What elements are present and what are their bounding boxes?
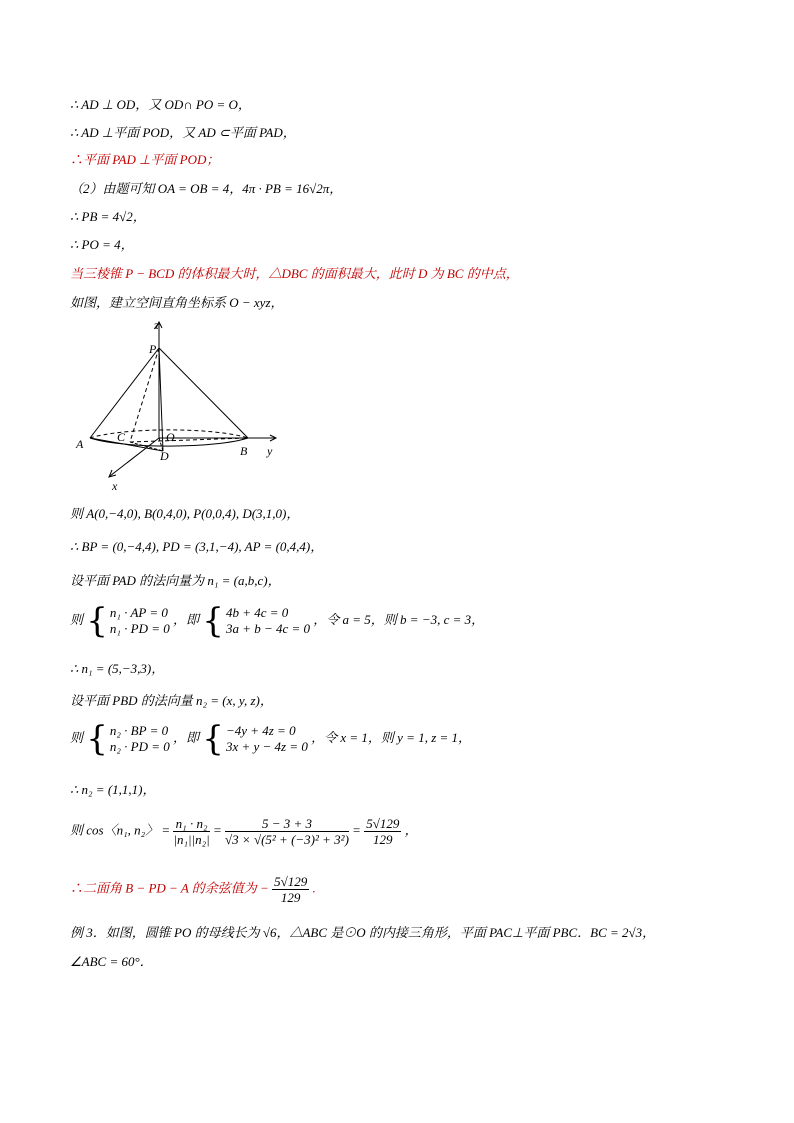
edge-PD <box>159 348 163 451</box>
label-y: y <box>267 444 273 458</box>
line-10: ∴ BP = (0,−4,4), PD = (3,1,−4), AP = (0,4,4)， <box>70 539 324 554</box>
system-1: { n₁ · AP = 0 n₁ · PD = 0 <box>86 601 170 641</box>
line-11: 设平面 PAD 的法向量为 n₁ = (a,b,c)， <box>70 573 281 588</box>
line-6: ∴ PO = 4， <box>70 237 134 252</box>
seg-AD <box>90 438 163 451</box>
line-13: ∴ n₁ = (5,−3,3)， <box>70 661 165 676</box>
line-18 <box>70 874 316 905</box>
sys2-eq-b: 3a + b − 4c = 0 <box>225 621 311 636</box>
label-C: C <box>117 430 126 444</box>
line-17 <box>70 816 418 847</box>
frac-answer: $\frac{5√129}{129}$ <box>274 874 308 905</box>
label-P: P <box>149 342 157 356</box>
system-3: { n₂ · BP = 0 n₂ · PD = 0 <box>86 719 170 759</box>
sys2-eq-a: 4b + 4c = 0 <box>225 605 289 620</box>
sys1-eq-b: n₁ · PD = 0 <box>109 621 170 636</box>
sys3-eq-b: n₂ · PD = 0 <box>109 739 170 754</box>
line-15 <box>70 719 472 759</box>
frac-3: $\frac{5√129}{129}$ <box>366 816 400 847</box>
edge-PB <box>159 348 248 438</box>
label-A: A <box>76 437 84 451</box>
line-15-mid: ，即 <box>173 729 200 745</box>
line-9: 则 A(0,−4,0), B(0,4,0), P(0,0,4), D(3,1,0)， <box>70 506 300 521</box>
line-16: ∴ n₂ = (1,1,1)， <box>70 782 156 797</box>
seg-CB <box>130 438 248 442</box>
label-O: O <box>166 430 175 444</box>
line-4: （2）由题可知 OA = OB = 4，4π · PB = 16√2π， <box>70 181 343 196</box>
line-20: ∠ABC = 60°． <box>70 954 153 969</box>
label-x: x <box>112 479 118 493</box>
line-8: 如图，建立空间直角坐标系 O − xyz， <box>70 295 284 310</box>
line-5: ∴ PB = 4√2， <box>70 209 146 224</box>
line-18-pre: ∴二面角 B − PD − A 的余弦值为 − <box>70 880 269 896</box>
line-12 <box>70 601 485 641</box>
line-15-post: ，令 x = 1，则 y = 1, z = 1， <box>311 729 472 745</box>
edge-PC <box>130 348 159 442</box>
system-4: { −4y + 4z = 0 3x + y − 4z = 0 <box>202 719 308 759</box>
line-15-pre: 则 <box>70 729 84 745</box>
label-D: D <box>160 449 169 463</box>
line-18-post: . <box>312 880 316 896</box>
sys4-eq-b: 3x + y − 4z = 0 <box>225 739 308 754</box>
frac-1: $\frac{\text{n₁ · n₂}}{\text{|n₁||n₂|}}$ <box>173 816 210 847</box>
label-B: B <box>240 444 248 458</box>
line-1: ∴ AD ⊥ OD，又 OD∩ PO = O， <box>70 97 251 112</box>
line-14: 设平面 PBD 的法向量 n₂ = (x, y, z)， <box>70 693 273 708</box>
line-12-pre: 则 <box>70 611 84 627</box>
cone-figure <box>70 318 290 498</box>
line-3: ∴平面 PAD ⊥平面 POD； <box>70 152 220 167</box>
equals-1: = <box>213 822 222 838</box>
equals-2: = <box>352 822 361 838</box>
system-2: { 4b + 4c = 0 3a + b − 4c = 0 <box>202 601 311 641</box>
sys1-eq-a: n₁ · AP = 0 <box>109 605 168 620</box>
line-12-mid: ，即 <box>173 611 200 627</box>
edge-PA <box>90 348 159 438</box>
line-2: ∴ AD ⊥平面 POD，又 AD ⊂平面 PAD， <box>70 125 296 140</box>
line-12-post: ，令 a = 5，则 b = −3, c = 3， <box>313 611 485 627</box>
line-17-post: ， <box>404 822 418 838</box>
line-19: 例 3．如图，圆锥 PO 的母线长为 √6，△ABC 是⊙O 的内接三角形，平面 PAC⊥平面 PBC．BC = 2√3， <box>70 925 656 940</box>
label-z: z <box>154 318 159 332</box>
line-17-pre: 则 cos〈n₁, n₂〉 = <box>70 822 171 838</box>
line-7: 当三棱锥 P − BCD 的体积最大时，△DBC 的面积最大，此时 D 为 BC 的中点， <box>70 266 519 281</box>
sys4-eq-a: −4y + 4z = 0 <box>225 723 296 738</box>
sys3-eq-a: n₂ · BP = 0 <box>109 723 169 738</box>
frac-2: $\frac{5 - 3 + 3}{\text{√3 × √(5² + (−3)² + 3²)}}$ <box>225 816 349 847</box>
